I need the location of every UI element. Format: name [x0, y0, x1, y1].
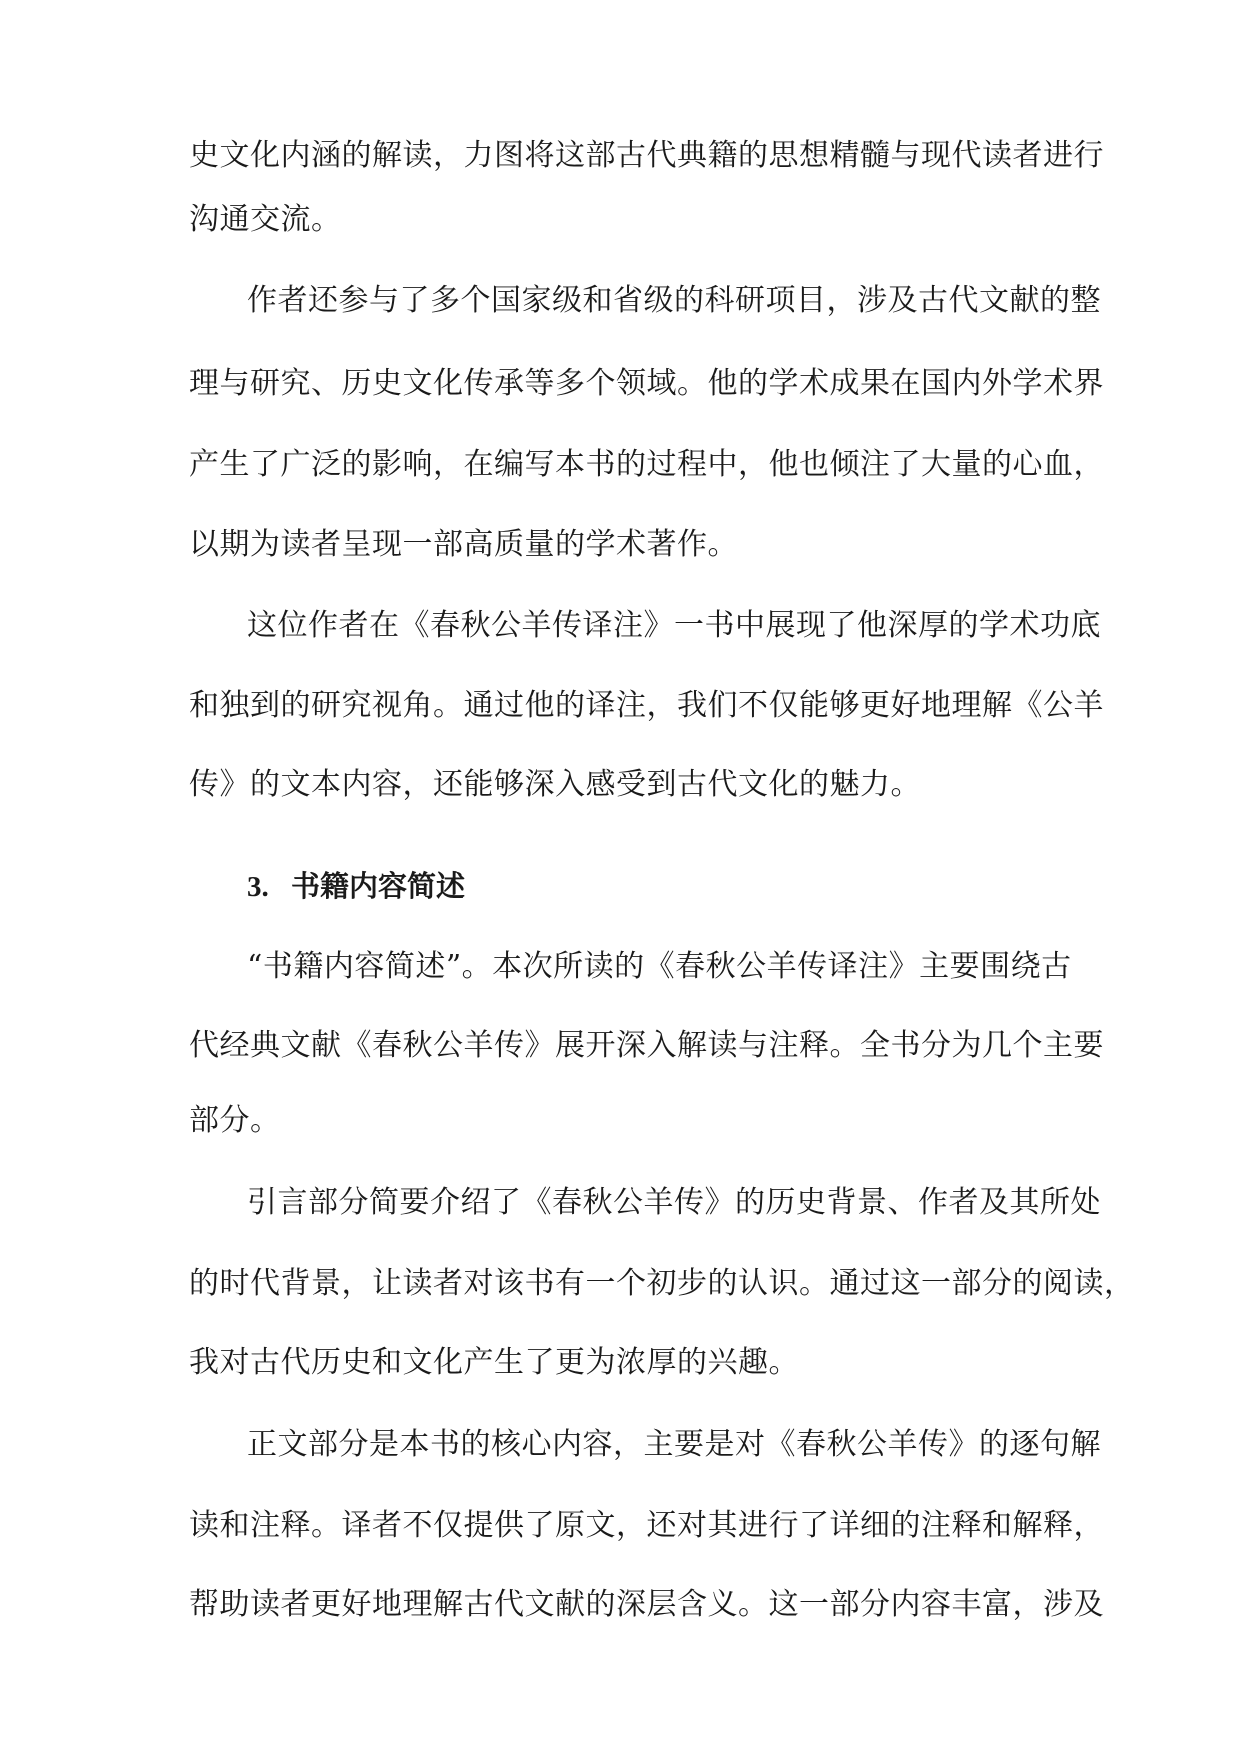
paragraph-line: 正文部分是本书的核心内容，主要是对《春秋公羊传》的逐句解 — [247, 1427, 1101, 1462]
section-title: 书籍内容简述 — [291, 869, 466, 903]
paragraph-line: 帮助读者更好地理解古代文献的深层含义。这一部分内容丰富，涉及 — [189, 1587, 1104, 1622]
paragraph-line: 我对古代历史和文化产生了更为浓厚的兴趣。 — [189, 1345, 799, 1380]
section-number: 3. — [247, 871, 269, 903]
paragraph-line: “书籍内容简述”。本次所读的《春秋公羊传译注》主要围绕古 — [247, 949, 1072, 984]
paragraph-line: 引言部分简要介绍了《春秋公羊传》的历史背景、作者及其所处 — [247, 1185, 1101, 1220]
paragraph-line: 理与研究、历史文化传承等多个领域。他的学术成果在国内外学术界 — [189, 366, 1104, 401]
paragraph-line: 的时代背景，让读者对该书有一个初步的认识。通过这一部分的阅读， — [189, 1266, 1135, 1301]
paragraph-line: 作者还参与了多个国家级和省级的科研项目，涉及古代文献的整 — [247, 283, 1101, 318]
paragraph-line: 传》的文本内容，还能够深入感受到古代文化的魅力。 — [189, 767, 921, 802]
paragraph-line: 代经典文献《春秋公羊传》展开深入解读与注释。全书分为几个主要 — [189, 1028, 1104, 1063]
paragraph-line: 产生了广泛的影响，在编写本书的过程中，他也倾注了大量的心血， — [189, 447, 1104, 482]
paragraph-line: 以期为读者呈现一部高质量的学术著作。 — [189, 527, 738, 562]
paragraph-line: 和独到的研究视角。通过他的译注，我们不仅能够更好地理解《公羊 — [189, 688, 1104, 723]
paragraph-line: 这位作者在《春秋公羊传译注》一书中展现了他深厚的学术功底 — [247, 608, 1101, 643]
paragraph-line: 沟通交流。 — [189, 202, 342, 237]
paragraph-line: 史文化内涵的解读，力图将这部古代典籍的思想精髓与现代读者进行 — [189, 138, 1104, 173]
paragraph-line: 部分。 — [189, 1103, 281, 1138]
paragraph-line: 读和注释。译者不仅提供了原文，还对其进行了详细的注释和解释， — [189, 1508, 1104, 1543]
section-heading — [247, 866, 465, 907]
